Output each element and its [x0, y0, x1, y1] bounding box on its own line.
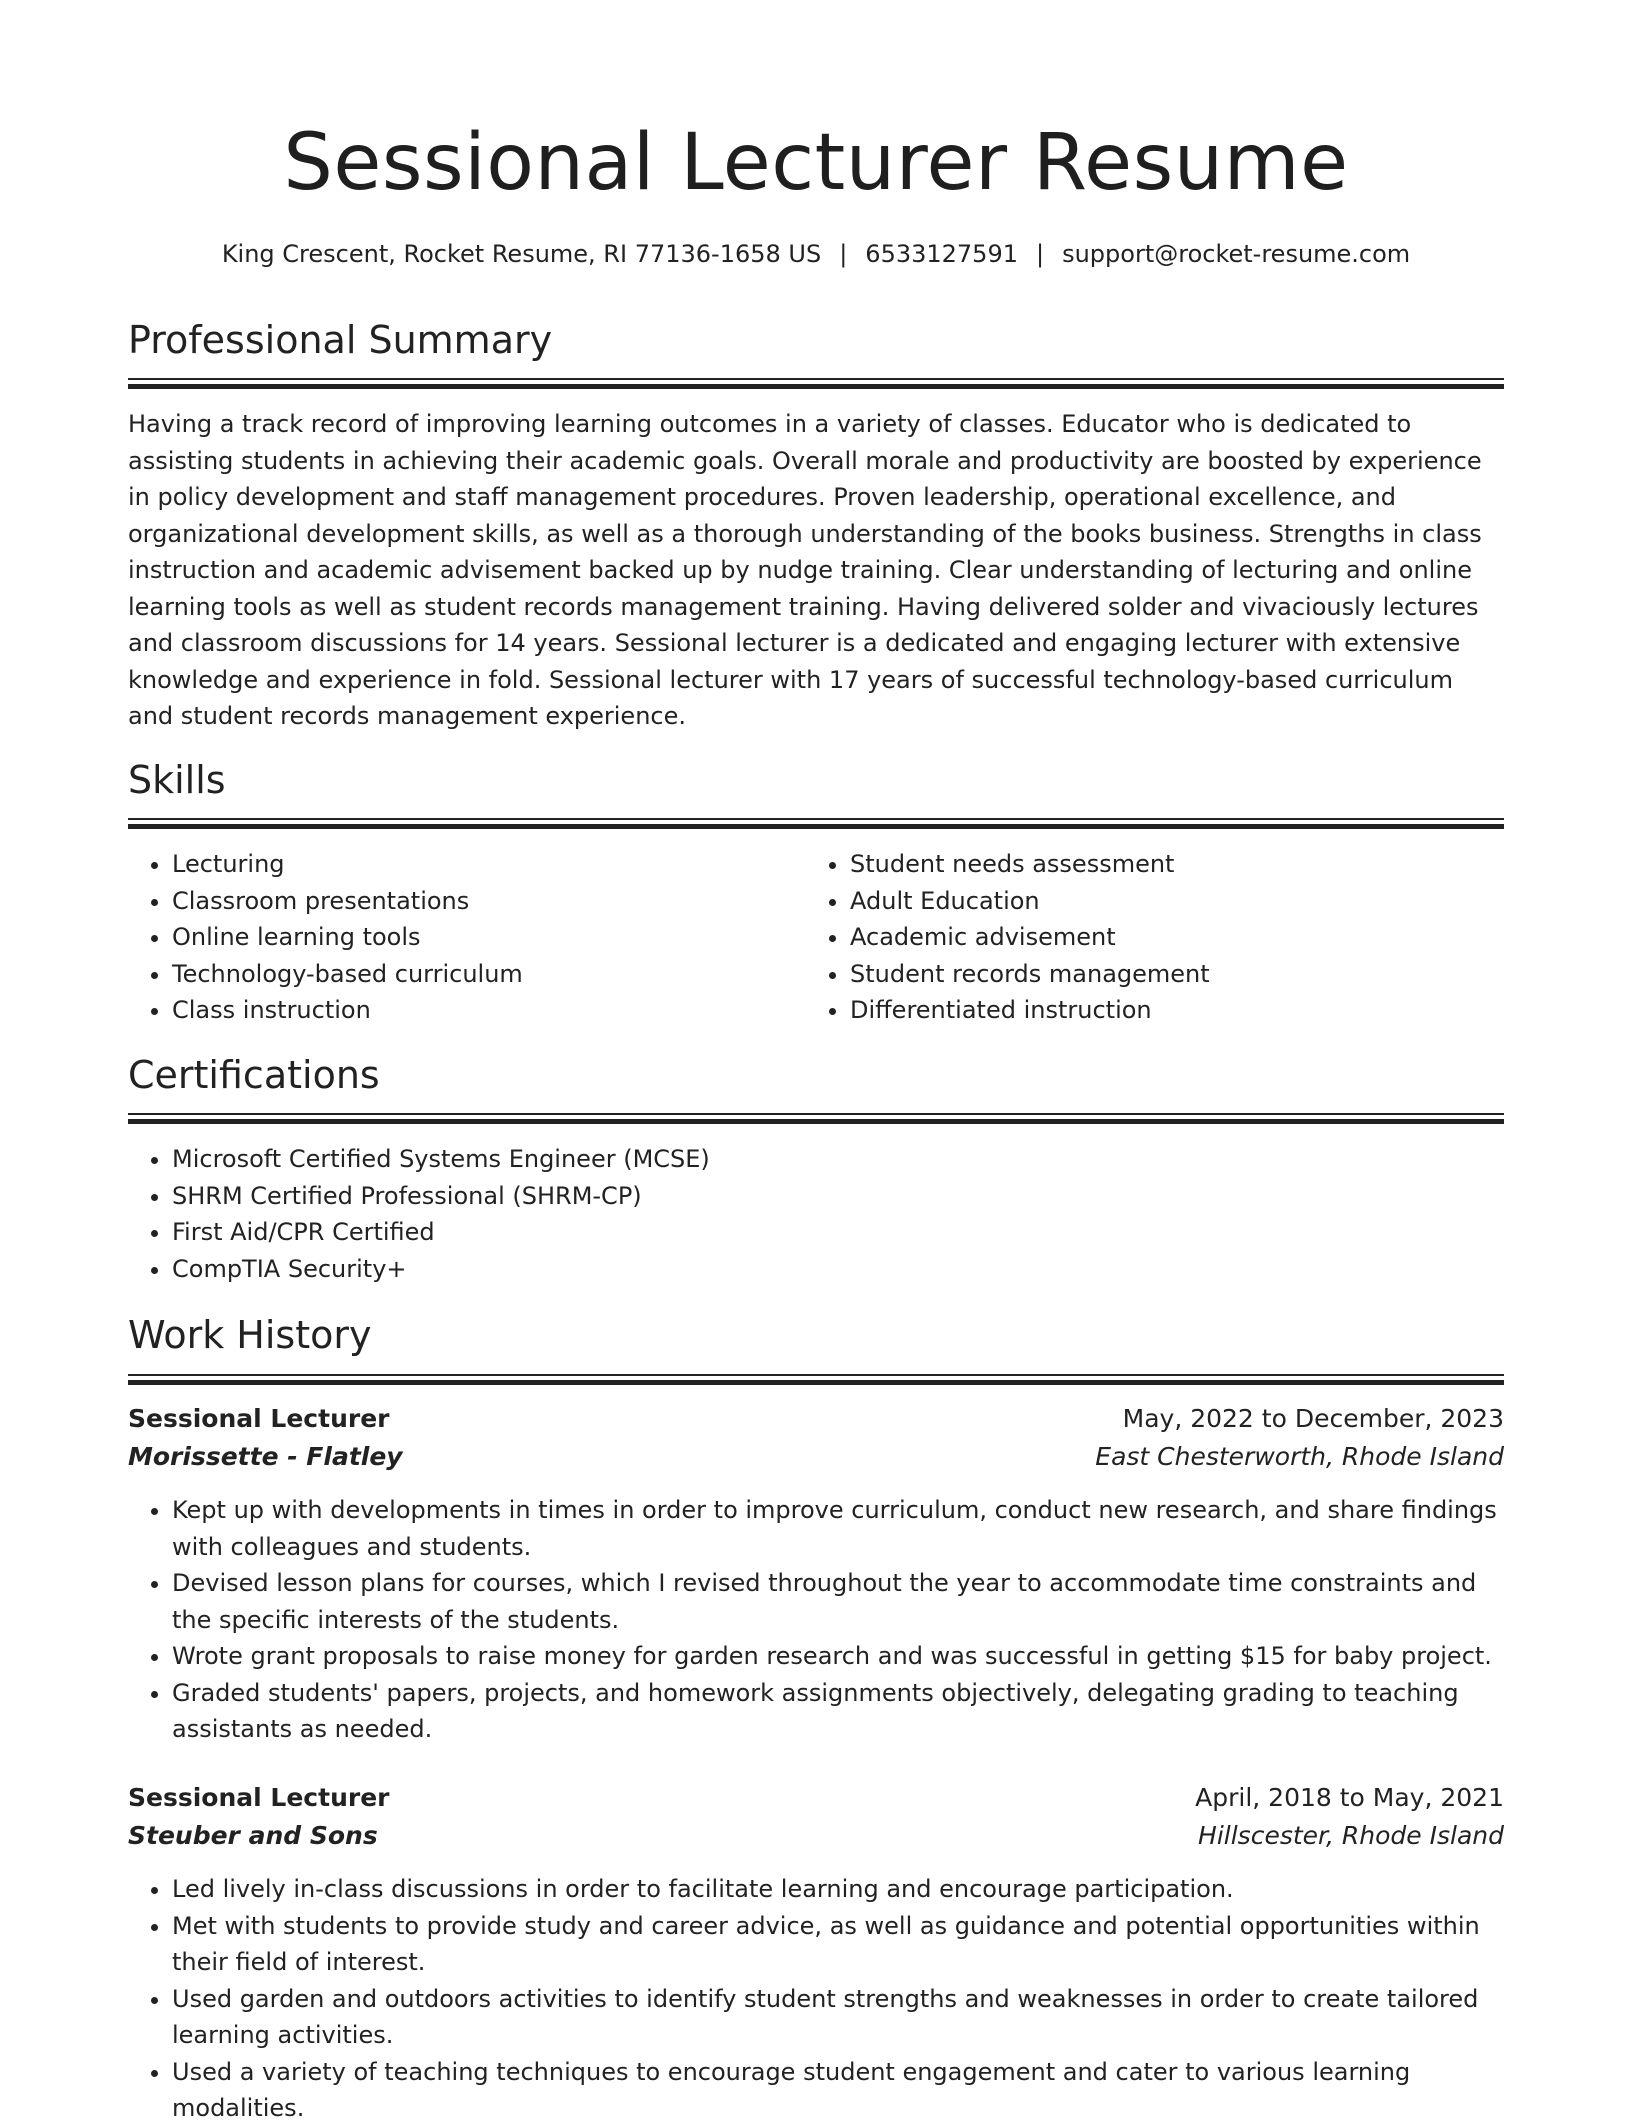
certification-item: • Microsoft Certified Systems Engineer (MCSE): [172, 1141, 1504, 1178]
job-dates: April, 2018 to May, 2021: [1195, 1783, 1504, 1812]
job-bullet: • Met with students to provide study and career advice, as well as guidance and potential opportunities within their field of interest.: [172, 1908, 1504, 1981]
skill-item: • Class instruction: [172, 992, 768, 1029]
skills-right-column: [806, 846, 1446, 1029]
job-title: Sessional Lecturer: [128, 1404, 390, 1433]
certification-item: • SHRM Certified Professional (SHRM-CP): [172, 1178, 1504, 1215]
summary-text: Having a track record of improving learning outcomes in a variety of classes. Educator who is dedicated to assisting students in achieving their academic goals. Overall morale and productivity are boosted by experience in policy development and staff management procedures. Proven leadership, operational excellence, and organizational development skills, as well as a thorough understanding of the books business. Strengths in class instruction and academic advisement backed up by nudge training. Clear understanding of lecturing and online learning tools as well as student records management training. Having delivered solder and vivaciously lectures and classroom discussions for 14 years. Sessional lecturer is a dedicated and engaging lecturer with extensive knowledge and experience in fold. Sessional lecturer with 17 years of successful technology-based curriculum and student records management experience.: [128, 410, 1482, 730]
contact-email[interactable]: support@rocket-resume.com: [1062, 240, 1411, 268]
skill-item: • Lecturing: [172, 846, 768, 883]
job-bullets: [128, 1871, 1504, 2127]
skill-item: • Online learning tools: [172, 919, 768, 956]
work-history-section-header: [128, 1313, 1504, 1357]
job-dates: May, 2022 to December, 2023: [1122, 1404, 1504, 1433]
skill-item: • Student records management: [850, 956, 1446, 993]
skills-section-header: [128, 758, 1504, 802]
certifications-block: [128, 1141, 1504, 1287]
contact-address: King Crescent, Rocket Resume, RI 77136-1658 US: [221, 240, 822, 268]
certifications-heading: Certifications: [128, 1053, 380, 1097]
work-history-heading: Work History: [128, 1313, 372, 1357]
job-bullet: • Wrote grant proposals to raise money for garden research and was successful in getting $15 for baby project.: [172, 1638, 1504, 1675]
contact-line: [128, 240, 1504, 268]
summary-section-header: [128, 318, 1504, 362]
job-location: East Chesterworth, Rhode Island: [1095, 1442, 1504, 1471]
job-bullet: • Used a variety of teaching techniques to encourage student engagement and cater to various learning modalities.: [172, 2054, 1504, 2127]
skills-list-left: [128, 846, 768, 1029]
certifications-section-header: [128, 1053, 1504, 1097]
certification-item: • First Aid/CPR Certified: [172, 1214, 1504, 1251]
contact-separator: |: [839, 240, 848, 268]
summary-divider: [128, 378, 1504, 390]
job-bullet: • Devised lesson plans for courses, which I revised throughout the year to accommodate time constraints and the specific interests of the students.: [172, 1565, 1504, 1638]
skill-item: • Adult Education: [850, 883, 1446, 920]
work-history-divider: [128, 1374, 1504, 1386]
skill-item: • Differentiated instruction: [850, 992, 1446, 1029]
skill-item: • Academic advisement: [850, 919, 1446, 956]
contact-phone: 6533127591: [865, 240, 1018, 268]
job-bullet: • Graded students' papers, projects, and homework assignments objectively, delegating grading to teaching assistants as needed.: [172, 1675, 1504, 1748]
certifications-list: [128, 1141, 1504, 1287]
job-bullets: [128, 1492, 1504, 1748]
job-company-row: [128, 1442, 1504, 1480]
job-entry: [128, 1404, 1504, 1748]
job-company-row: [128, 1821, 1504, 1859]
certifications-divider: [128, 1113, 1504, 1125]
contact-separator: |: [1036, 240, 1045, 268]
job-entry: [128, 1783, 1504, 2127]
skill-item: • Classroom presentations: [172, 883, 768, 920]
job-company: Steuber and Sons: [128, 1821, 378, 1850]
job-location: Hillscester, Rhode Island: [1198, 1821, 1504, 1850]
skills-divider: [128, 818, 1504, 830]
skills-list-right: [806, 846, 1446, 1029]
summary-heading: Professional Summary: [128, 318, 553, 362]
resume-title: Sessional Lecturer Resume: [283, 118, 1349, 208]
job-company: Morissette - Flatley: [128, 1442, 403, 1471]
skills-heading: Skills: [128, 758, 226, 802]
job-bullet: • Used garden and outdoors activities to identify student strengths and weaknesses in order to create tailored learning activities.: [172, 1981, 1504, 2054]
job-title: Sessional Lecturer: [128, 1783, 390, 1812]
skills-left-column: [128, 846, 768, 1029]
certification-item: • CompTIA Security+: [172, 1251, 1504, 1288]
job-title-row: [128, 1404, 1504, 1442]
job-bullet: • Kept up with developments in times in order to improve curriculum, conduct new research, and share findings with colleagues and students.: [172, 1492, 1504, 1565]
skill-item: • Student needs assessment: [850, 846, 1446, 883]
job-title-row: [128, 1783, 1504, 1821]
job-bullet: • Led lively in-class discussions in order to facilitate learning and encourage participation.: [172, 1871, 1504, 1908]
skill-item: • Technology-based curriculum: [172, 956, 768, 993]
